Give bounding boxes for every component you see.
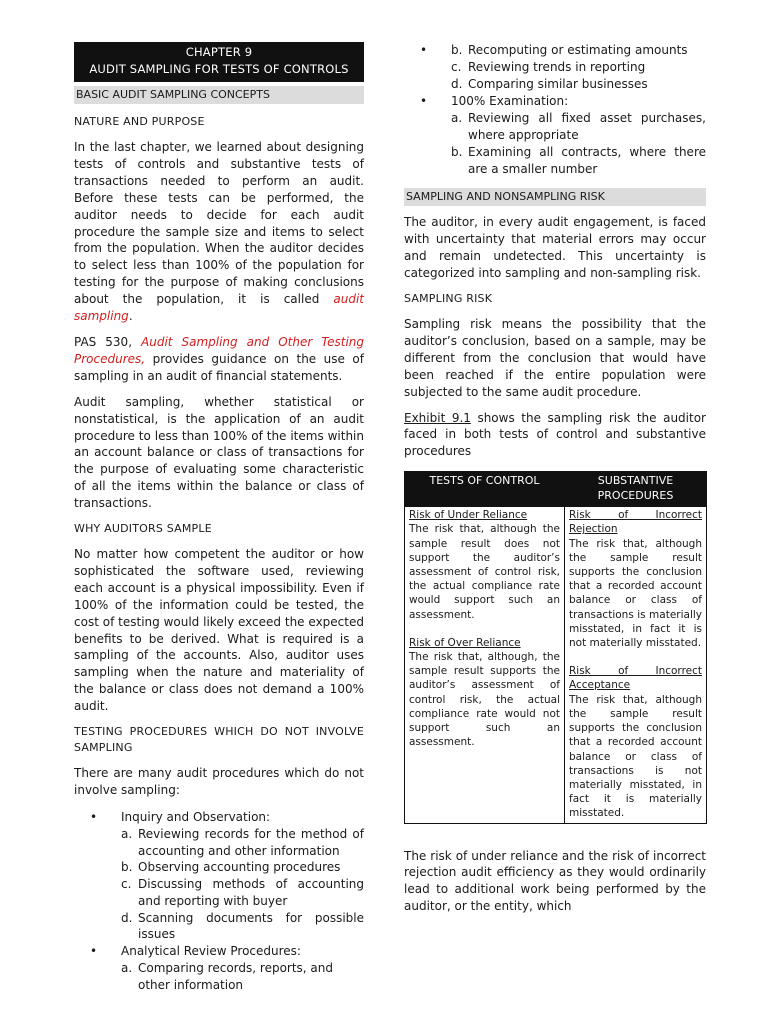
risk-over-reliance-text: The risk that, although, the sample result supports the auditor’s assessment of control risk, the actual compliance rate would not support such an assessment. <box>409 651 560 749</box>
sub-list <box>451 42 706 92</box>
sub-list <box>451 110 706 177</box>
procedures-list-continued <box>404 42 706 92</box>
table-cell-substantive <box>565 507 707 823</box>
list-item: b. Observing accounting procedures <box>121 860 341 875</box>
risk-under-reliance-title: Risk of Under Reliance <box>409 509 528 522</box>
closing-paragraph: The risk of under reliance and the risk of incorrect rejection audit efficiency as they would ordinarily lead to additional work being performed by the auditor, or the entity, which <box>404 848 706 914</box>
risk-paragraph: The auditor, in every audit engagement, is faced with uncertainty that material errors may occur and remain undetected. This uncertainty is categorized into sampling and non-sampling risk. <box>404 215 706 281</box>
procedures-list-examination <box>404 93 706 177</box>
chapter-title: AUDIT SAMPLING FOR TESTS OF CONTROLS <box>89 62 349 76</box>
chapter-title-box <box>74 42 364 82</box>
audit-sampling-definition: Audit sampling, whether statistical or nonstatistical, is the application of an audit procedure to less than 100% of the items within an account balance or class of transactions for the purpose of evaluating some characteristic of all the items within the balance or class of transactions. <box>74 394 364 511</box>
heading-nature-purpose: NATURE AND PURPOSE <box>74 115 205 128</box>
list-item: a. Reviewing records for the method of accounting and other information <box>121 826 364 858</box>
list-item: d. Scanning documents for possible issues <box>121 910 364 942</box>
why-paragraph: No matter how competent the auditor or how sophisticated the software used, reviewing each account is a physical impossibility. Even if 100% of the information could be tested, the cost of testing would likely exceed the expected benefits to be derived. What is required is a sampling of the accounts. Also, auditor uses sampling when the nature and materiality of the balance or class does not demand a 100% audit. <box>74 547 364 714</box>
chapter-number: CHAPTER 9 <box>185 45 253 59</box>
section-heading-sampling-risk: SAMPLING AND NONSAMPLING RISK <box>404 188 706 206</box>
pas-prefix: PAS 530, <box>74 334 133 349</box>
heading-why-auditors-sample: WHY AUDITORS SAMPLE <box>74 522 212 536</box>
section-heading-basic-concepts: BASIC AUDIT SAMPLING CONCEPTS <box>74 86 364 104</box>
list-item: a. Comparing records, reports, and other information <box>121 961 334 992</box>
list-item: c. Reviewing trends in reporting <box>451 59 646 74</box>
risk-incorrect-rejection-text: The risk that, although the sample result supports the conclusion that a recorded account balance or class of transactions is materially misstated, in fact it is not materially misstated. <box>569 537 702 650</box>
list-item: d. Comparing similar businesses <box>451 76 648 91</box>
procedures-list <box>74 809 364 994</box>
nature-paragraph: In the last chapter, we learned about designing tests of controls and substantive tests of transactions needed to perform an audit. Before these tests can be performed, the auditor needs to decide for each audit procedure the sample size and items to select from the population. When the auditor decides to select less than 100% of the population for testing for the purpose of making conclusions about the population, it is called audit sampling. <box>74 140 364 324</box>
right-column <box>404 42 706 915</box>
risk-over-reliance-title: Risk of Over Reliance <box>409 636 521 649</box>
list-item: b. Examining all contracts, where there are a smaller number <box>451 144 706 176</box>
exhibit-paragraph: Exhibit 9.1 shows the sampling risk the auditor faced in both tests of control and substantive procedures <box>404 410 706 459</box>
list-item: • b. Recomputing or estimating amounts <box>451 43 688 57</box>
left-column <box>74 42 364 994</box>
sub-list <box>121 960 364 994</box>
exhibit-table <box>404 471 707 823</box>
table-cell-tests-of-control <box>405 507 565 823</box>
risk-incorrect-acceptance-text: The risk that, although the sample result supports the conclusion that a recorded account balance or class of transactions is not materially misstated, in fact it is materially misstated. <box>569 693 702 820</box>
pas530-paragraph <box>74 334 364 385</box>
audit-sampling-term: audit sampling <box>74 292 364 324</box>
risk-under-reliance-text: The risk that, although the sample result does not support the auditor’s assessment of control risk, the actual compliance rate would support such an assessment. <box>409 523 560 621</box>
exhibit-link[interactable]: Exhibit 9.1 <box>404 410 471 425</box>
sub-list <box>121 826 364 944</box>
table-header-tests-of-control: TESTS OF CONTROL <box>405 472 565 507</box>
testing-paragraph: There are many audit procedures which do not involve sampling: <box>74 766 364 797</box>
list-item: • 100% Examination: a. Reviewing all fixed asset purchases, where appropriate b. Examining all contracts, where there are a smaller number <box>404 93 706 177</box>
list-item: a. Reviewing all fixed asset purchases, where appropriate <box>451 111 706 142</box>
risk-incorrect-acceptance-title: Risk of Incorrect Acceptance <box>569 665 702 692</box>
heading-testing-procedures: TESTING PROCEDURES WHICH DO NOT INVOLVE SAMPLING <box>74 725 364 755</box>
list-item <box>404 42 706 92</box>
list-item: • Inquiry and Observation: a. Reviewing records for the method of accounting and other information b. Observing accounting procedures c. Discussing methods of accounting and reporting with buyer d. Scanning documents for possible issues <box>74 809 364 943</box>
list-item: c. Discussing methods of accounting and reporting with buyer <box>121 877 364 908</box>
list-item: • Analytical Review Procedures: a. Comparing records, reports, and other information <box>74 943 364 993</box>
sampling-risk-paragraph: Sampling risk means the possibility that the auditor’s conclusion, based on a sample, may be different from the conclusion that would have been reached if the entire population were subjected to the same audit procedure. <box>404 317 706 399</box>
pas-title: Audit Sampling and Other Testing Procedures, <box>74 334 365 366</box>
pas-suffix: provides guidance on the use of sampling in an audit of financial statements. <box>74 351 364 383</box>
table-header-substantive: SUBSTANTIVE PROCEDURES <box>565 472 707 507</box>
heading-sampling-risk: SAMPLING RISK <box>404 292 493 305</box>
risk-incorrect-rejection-title: Risk of Incorrect Rejection <box>569 509 702 536</box>
